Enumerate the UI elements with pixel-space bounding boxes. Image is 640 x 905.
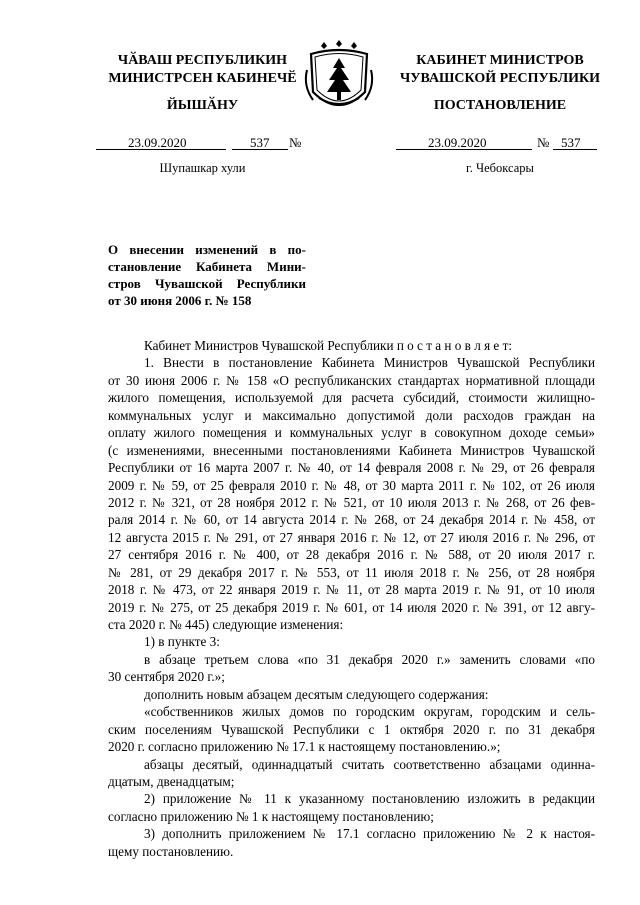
body-line: 1. Внести в постановление Кабинета Министров Чувашской Республики xyxy=(144,355,595,371)
left-place: Шупашкар хули xyxy=(159,161,246,175)
body-line: (с изменениями, внесенными постановлениями Кабинета Министров Чувашской xyxy=(108,442,595,458)
body-line: 30 сентября 2020 г.»; xyxy=(108,669,225,685)
header-right-line2: ЧУВАШСКОЙ РЕСПУБЛИКИ xyxy=(399,71,601,86)
body-line: «собственников жилых домов по городским округам, городским и сель- xyxy=(144,704,595,720)
body-line: 2019 г. № 275, от 25 декабря 2019 г. № 601, от 14 июля 2020 г. № 391, от 12 авгу- xyxy=(108,599,595,615)
body-line: от 30 июня 2006 г. № 158 «О республиканских стандартах нормативной площади xyxy=(108,372,595,388)
body-line: оплату жилого помещения и коммунальных услуг в совокупном доходе семьи» xyxy=(108,425,595,441)
header-right-org xyxy=(385,52,615,88)
left-date: 23.09.2020 xyxy=(128,135,187,150)
right-number-underline xyxy=(553,149,597,150)
document-title xyxy=(108,241,306,309)
header-left-doc-type: ЙЫШӐНУ xyxy=(166,98,239,113)
header-left-line2: МИНИСТРСЕН КАБИНЕЧӖ xyxy=(108,71,297,86)
header-left-org xyxy=(95,52,310,88)
header-right-doc-type: ПОСТАНОВЛЕНИЕ xyxy=(433,98,567,113)
left-number-sign: № xyxy=(289,135,302,150)
right-date: 23.09.2020 xyxy=(428,135,487,150)
body-line: 2012 г. № 321, от 28 ноября 2012 г. № 521, от 10 июля 2013 г. № 268, от 26 фев- xyxy=(108,494,595,510)
body-line: 12 августа 2015 г. № 291, от 27 января 2016 г. № 12, от 27 июля 2016 г. № 296, от xyxy=(108,529,595,545)
body-line: 2) приложение № 11 к указанному постановлению изложить в редакции xyxy=(144,791,595,807)
title-line: стров Чувашской Республики xyxy=(108,276,306,291)
right-date-underline xyxy=(396,149,532,150)
body-line: дцатым, двенадцатым; xyxy=(108,773,235,789)
right-number: 537 xyxy=(561,135,581,150)
title-line: становление Кабинета Мини- xyxy=(108,259,306,274)
body-line: абзацы десятый, одиннадцатый считать соответственно абзацами одинна- xyxy=(144,756,595,772)
right-place: г. Чебоксары xyxy=(466,161,534,175)
left-number: 537 xyxy=(250,135,270,150)
body-line: щему постановлению. xyxy=(108,843,234,859)
title-line: О внесении изменений в по- xyxy=(108,242,306,257)
title-line: от 30 июня 2006 г. № 158 xyxy=(108,293,252,308)
chuvash-emblem-icon xyxy=(299,40,379,120)
body-line: 27 сентября 2016 г. № 400, от 28 декабря 2016 г. № 588, от 20 июля 2017 г. xyxy=(108,547,595,563)
body-line: ским поселениям Чувашской Республики с 1 октября 2020 г. по 31 декабря xyxy=(108,721,595,737)
body-line: 2018 г. № 473, от 22 января 2019 г. № 11, от 28 марта 2019 г. № 91, от 10 июля xyxy=(108,582,595,598)
body-line: ста 2020 г. № 445) следующие изменения: xyxy=(108,617,344,632)
right-number-sign: № xyxy=(537,135,550,150)
body-line: раля 2014 г. № 60, от 14 августа 2014 г. № 268, от 24 декабря 2014 г. № 458, от xyxy=(108,512,595,528)
body-line: 2009 г. № 59, от 25 февраля 2010 г. № 48, от 30 марта 2011 г. № 102, от 26 июля xyxy=(108,477,595,493)
body-line: 3) дополнить приложением № 17.1 согласно приложению № 2 к настоя- xyxy=(144,826,595,842)
body-line: дополнить новым абзацем десятым следующего содержания: xyxy=(144,686,489,702)
header-right-line1: КАБИНЕТ МИНИСТРОВ xyxy=(416,53,584,68)
body-line: коммунальных услуг и максимально допустимой доли расходов граждан на xyxy=(108,407,595,423)
body-line: согласно приложению № 1 к настоящему постановлению; xyxy=(108,808,434,824)
left-date-underline xyxy=(96,149,226,150)
body-line: жилого помещения, используемой для расчета субсидий, стоимости жилищно- xyxy=(108,390,595,406)
body-line: Республики от 16 марта 2007 г. № 40, от 14 февраля 2008 г. № 29, от 26 февраля xyxy=(108,460,595,476)
body-line: в абзаце третьем слова «по 31 декабря 2020 г.» заменить словами «по xyxy=(144,651,595,667)
body-line: № 281, от 29 декабря 2017 г. № 553, от 11 июля 2018 г. № 256, от 28 ноября xyxy=(108,564,595,580)
body-line: 1) в пункте 3: xyxy=(144,634,220,650)
body-line: Кабинет Министров Чувашской Республики п о с т а н о в л я е т: xyxy=(144,338,513,353)
left-number-underline xyxy=(232,149,288,150)
header-left-line1: ЧӐВАШ РЕСПУБЛИКИН xyxy=(117,53,288,68)
document-body xyxy=(108,337,595,860)
body-line: 2020 г. согласно приложению № 17.1 к настоящему постановлению.»; xyxy=(108,739,501,755)
